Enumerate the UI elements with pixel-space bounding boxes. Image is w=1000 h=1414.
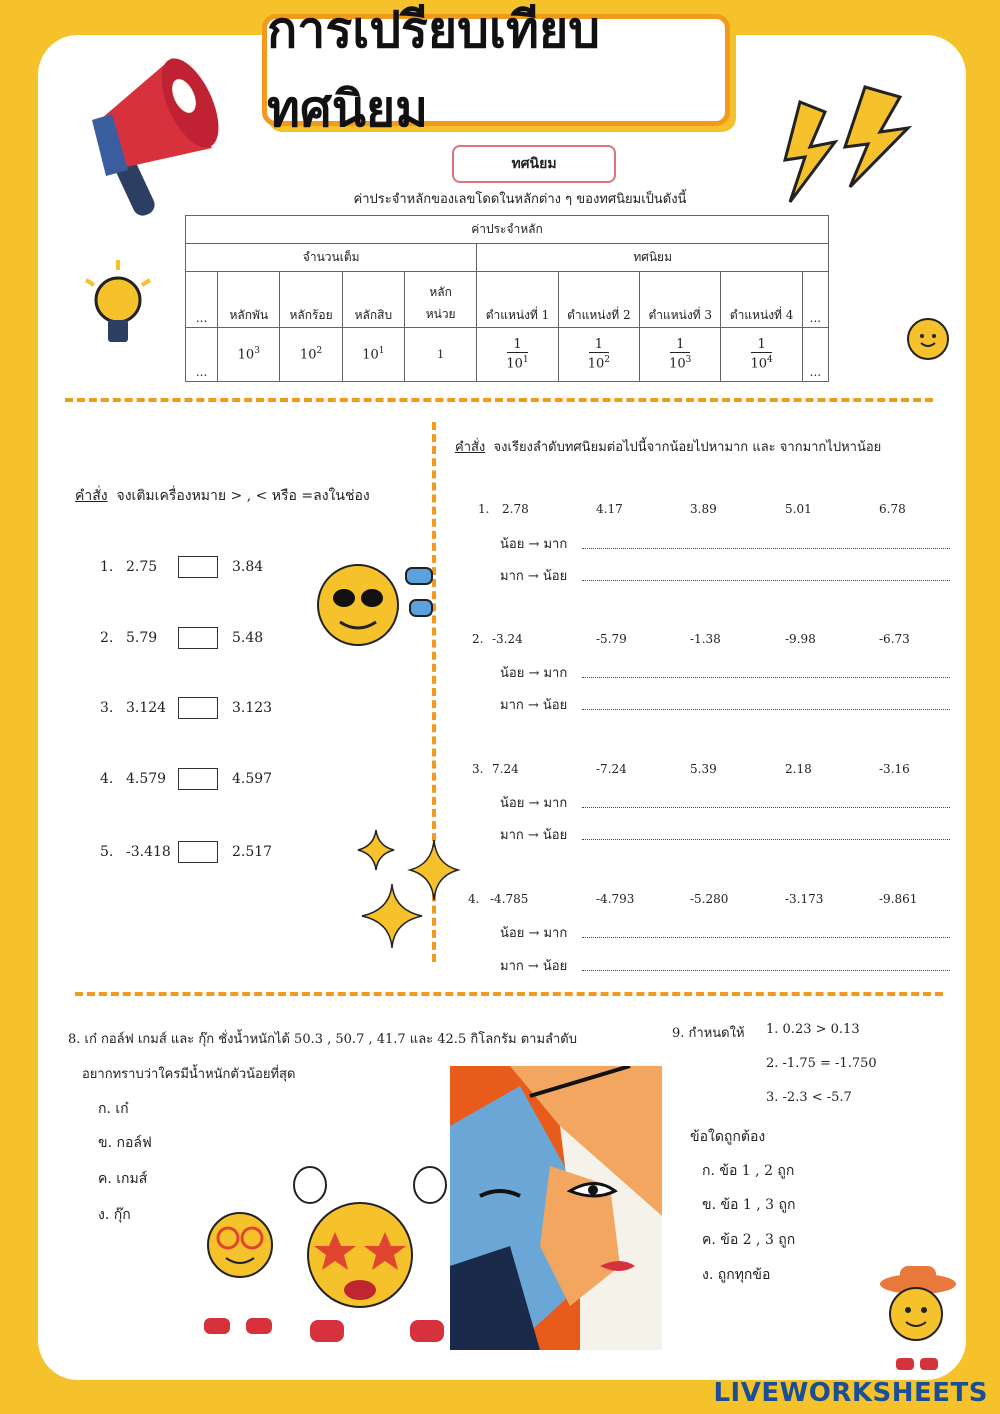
col-ones-line1: หลัก: [429, 285, 452, 299]
base-text: 10: [669, 356, 686, 372]
logo-text: LIVEWORKSHEETS: [713, 1378, 988, 1408]
col-ones: [404, 272, 476, 328]
compare-item: [100, 697, 272, 719]
q8-choice[interactable]: ง. กุ๊ก: [98, 1207, 131, 1223]
order-value: -9.861: [879, 892, 918, 906]
compare-item-number: 4.: [100, 771, 114, 787]
divider-bottom: [75, 992, 943, 996]
compare-item-number: 2.: [100, 630, 114, 646]
descending-label: มาก → น้อย: [500, 569, 568, 584]
base-text: 10: [506, 356, 523, 372]
answer-line[interactable]: [582, 928, 950, 938]
ellipsis-right-header: ...: [802, 272, 828, 328]
ascending-answer: [500, 792, 950, 813]
place-value-table: [185, 215, 829, 382]
compare-item: [100, 627, 263, 649]
answer-box[interactable]: [178, 841, 218, 863]
liveworksheets-logo[interactable]: [713, 1378, 988, 1408]
value-decimal-4: [721, 328, 802, 382]
order-item-number: 1.: [478, 502, 490, 516]
answer-line[interactable]: [582, 571, 950, 581]
compare-item-left: 4.579: [126, 771, 167, 787]
descending-answer: [500, 694, 950, 715]
q8-question-line2: อยากทราบว่าใครมีน้ำหนักตัวน้อยที่สุด: [82, 1067, 296, 1082]
flower-icon: [902, 315, 954, 363]
col-tens: หลักสิบ: [342, 272, 404, 328]
megaphone-icon: [82, 48, 222, 228]
ascending-answer: [500, 922, 950, 943]
order-value: -7.24: [596, 762, 627, 776]
answer-line[interactable]: [582, 668, 950, 678]
col-ones-line2: หน่วย: [425, 307, 456, 321]
answer-line[interactable]: [582, 539, 950, 549]
answer-box[interactable]: [178, 768, 218, 790]
exponent-text: 2: [604, 355, 611, 366]
q9-choice[interactable]: ข. ข้อ 1 , 3 ถูก: [702, 1197, 796, 1213]
descending-label: มาก → น้อย: [500, 698, 568, 713]
q8-question-line1: 8. เก๋ กอล์ฟ เกมส์ และ กุ๊ก ชั่งน้ำหนักได้ 50.3 , 50.7 , 41.7 และ 42.5 กิโลกรัม ตามลำดับ: [68, 1032, 577, 1047]
exponent-text: 1: [522, 355, 529, 366]
answer-line[interactable]: [582, 798, 950, 808]
order-item-number: 3.: [472, 762, 484, 776]
col-hundreds: หลักร้อย: [280, 272, 342, 328]
sparkle-icon: [356, 828, 466, 968]
order-value: -3.173: [785, 892, 824, 906]
compare-item-right: 5.48: [232, 630, 264, 646]
col-decimal-2: ตำแหน่งที่ 2: [558, 272, 639, 328]
order-item-number: 2.: [472, 632, 484, 646]
order-value: 7.24: [492, 762, 519, 776]
compare-item-left: -3.418: [126, 844, 171, 860]
answer-line[interactable]: [582, 961, 950, 971]
ascending-answer: [500, 533, 950, 554]
order-item-number: 4.: [468, 892, 480, 906]
q9-statement: 3. -2.3 < -5.7: [766, 1090, 852, 1105]
compare-instruction: [75, 485, 370, 507]
compare-item-number: 1.: [100, 559, 114, 575]
value-hundreds: [280, 328, 342, 382]
col-decimal-4: ตำแหน่งที่ 4: [721, 272, 802, 328]
answer-box[interactable]: [178, 697, 218, 719]
header-whole-number: จำนวนเต็ม: [186, 244, 477, 272]
descending-answer: [500, 824, 950, 845]
order-value: -3.16: [879, 762, 910, 776]
base-text: 10: [362, 347, 379, 363]
value-decimal-2: [558, 328, 639, 382]
compare-instruction-text: จงเติมเครื่องหมาย > , < หรือ =ลงในช่อง: [116, 488, 370, 504]
value-thousands: [218, 328, 280, 382]
lightbulb-icon: [78, 255, 158, 355]
col-decimal-1: ตำแหน่งที่ 1: [477, 272, 558, 328]
emoji-cowboy-icon: [878, 1262, 958, 1374]
fraction-numerator: 1: [751, 337, 771, 353]
header-decimal: ทศนิยม: [477, 244, 829, 272]
order-instruction-text: จงเรียงลำดับทศนิยมต่อไปนี้จากน้อยไปหามาก และ จากมากไปหาน้อย: [493, 440, 882, 455]
divider-top: [65, 398, 933, 402]
q9-choice[interactable]: ง. ถูกทุกข้อ: [702, 1267, 771, 1283]
col-decimal-3: ตำแหน่งที่ 3: [640, 272, 721, 328]
ellipsis-left-header: ...: [186, 272, 218, 328]
compare-item-right: 3.123: [232, 700, 273, 716]
order-value: -4.785: [490, 892, 529, 906]
exponent-text: 2: [316, 346, 323, 357]
order-instruction: [455, 436, 881, 457]
q8-choice[interactable]: ข. กอล์ฟ: [98, 1135, 152, 1151]
compare-item-left: 2.75: [126, 559, 158, 575]
ellipsis-left-value: ...: [186, 328, 218, 382]
order-value: 5.39: [690, 762, 717, 776]
compare-item-left: 3.124: [126, 700, 167, 716]
compare-item-left: 5.79: [126, 630, 158, 646]
ascending-answer: [500, 662, 950, 683]
descending-answer: [500, 955, 950, 976]
value-decimal-3: [640, 328, 721, 382]
ascending-label: น้อย → มาก: [500, 926, 568, 941]
header-place-value: ค่าประจำหลัก: [186, 216, 829, 244]
order-value: -5.280: [690, 892, 729, 906]
ascending-label: น้อย → มาก: [500, 537, 568, 552]
order-value: 6.78: [879, 502, 906, 516]
q9-statement: 1. 0.23 > 0.13: [766, 1022, 860, 1037]
compare-item: [100, 841, 272, 863]
order-value: -4.793: [596, 892, 635, 906]
compare-item: [100, 768, 272, 790]
q9-prompt: 9. กำหนดให้: [672, 1026, 745, 1041]
answer-line[interactable]: [582, 830, 950, 840]
emoji-characters-icon: [180, 1160, 450, 1360]
compare-item-right: 2.517: [232, 844, 273, 860]
q9-choice[interactable]: ค. ข้อ 2 , 3 ถูก: [702, 1232, 796, 1248]
compare-item-number: 3.: [100, 700, 114, 716]
order-value: -1.38: [690, 632, 721, 646]
value-decimal-1: [477, 328, 558, 382]
answer-line[interactable]: [582, 700, 950, 710]
order-value: 4.17: [596, 502, 623, 516]
order-value: -5.79: [596, 632, 627, 646]
ascending-label: น้อย → มาก: [500, 796, 568, 811]
exponent-text: 1: [378, 346, 385, 357]
fraction-numerator: 1: [670, 337, 690, 353]
q9-statement: 2. -1.75 = -1.750: [766, 1056, 877, 1071]
ellipsis-right-value: ...: [802, 328, 828, 382]
abstract-face-art: [450, 1066, 662, 1350]
col-thousands: หลักพัน: [218, 272, 280, 328]
order-instruction-label: คำสั่ง: [455, 440, 486, 455]
page-title: [262, 1, 730, 138]
descending-label: มาก → น้อย: [500, 828, 568, 843]
exponent-text: 4: [767, 355, 773, 366]
descending-label: มาก → น้อย: [500, 959, 568, 974]
base-text: 10: [237, 347, 255, 363]
compare-item-right: 3.84: [232, 559, 264, 575]
exponent-text: 3: [685, 355, 692, 366]
base-text: 10: [299, 347, 317, 363]
table-heading-text: ทศนิยม: [511, 156, 557, 172]
order-value: 2.78: [502, 502, 529, 516]
compare-item: [100, 556, 263, 578]
page-title-text: การเปรียบเทียบทศนิยม: [267, 1, 601, 138]
order-value: -6.73: [879, 632, 910, 646]
q8-choice[interactable]: ค. เกมส์: [98, 1171, 148, 1187]
answer-box[interactable]: [178, 556, 218, 578]
fraction-numerator: 1: [507, 337, 527, 353]
descending-answer: [500, 565, 950, 586]
compare-item-right: 4.597: [232, 771, 273, 787]
q9-question: ข้อใดถูกต้อง: [690, 1129, 766, 1145]
value-ones: 1: [404, 328, 476, 382]
base-text: 10: [750, 356, 768, 372]
exponent-text: 3: [254, 346, 260, 357]
emoji-sunglasses-icon: [310, 550, 440, 660]
answer-box[interactable]: [178, 627, 218, 649]
fraction-numerator: 1: [589, 337, 609, 353]
compare-item-number: 5.: [100, 844, 114, 860]
table-subtitle: ค่าประจำหลักของเลขโดดในหลักต่าง ๆ ของทศนิยมเป็นดังนี้: [353, 192, 687, 207]
base-text: 10: [587, 356, 605, 372]
order-value: 5.01: [785, 502, 812, 516]
order-value: -9.98: [785, 632, 816, 646]
order-value: 3.89: [690, 502, 717, 516]
table-heading: [452, 145, 616, 183]
q8-choice[interactable]: ก. เก๋: [98, 1101, 129, 1117]
compare-instruction-label: คำสั่ง: [75, 488, 108, 504]
value-tens: [342, 328, 404, 382]
order-value: -3.24: [492, 632, 523, 646]
order-value: 2.18: [785, 762, 812, 776]
lightning-icon: [780, 82, 920, 212]
ascending-label: น้อย → มาก: [500, 666, 568, 681]
q9-choice[interactable]: ก. ข้อ 1 , 2 ถูก: [702, 1163, 795, 1179]
